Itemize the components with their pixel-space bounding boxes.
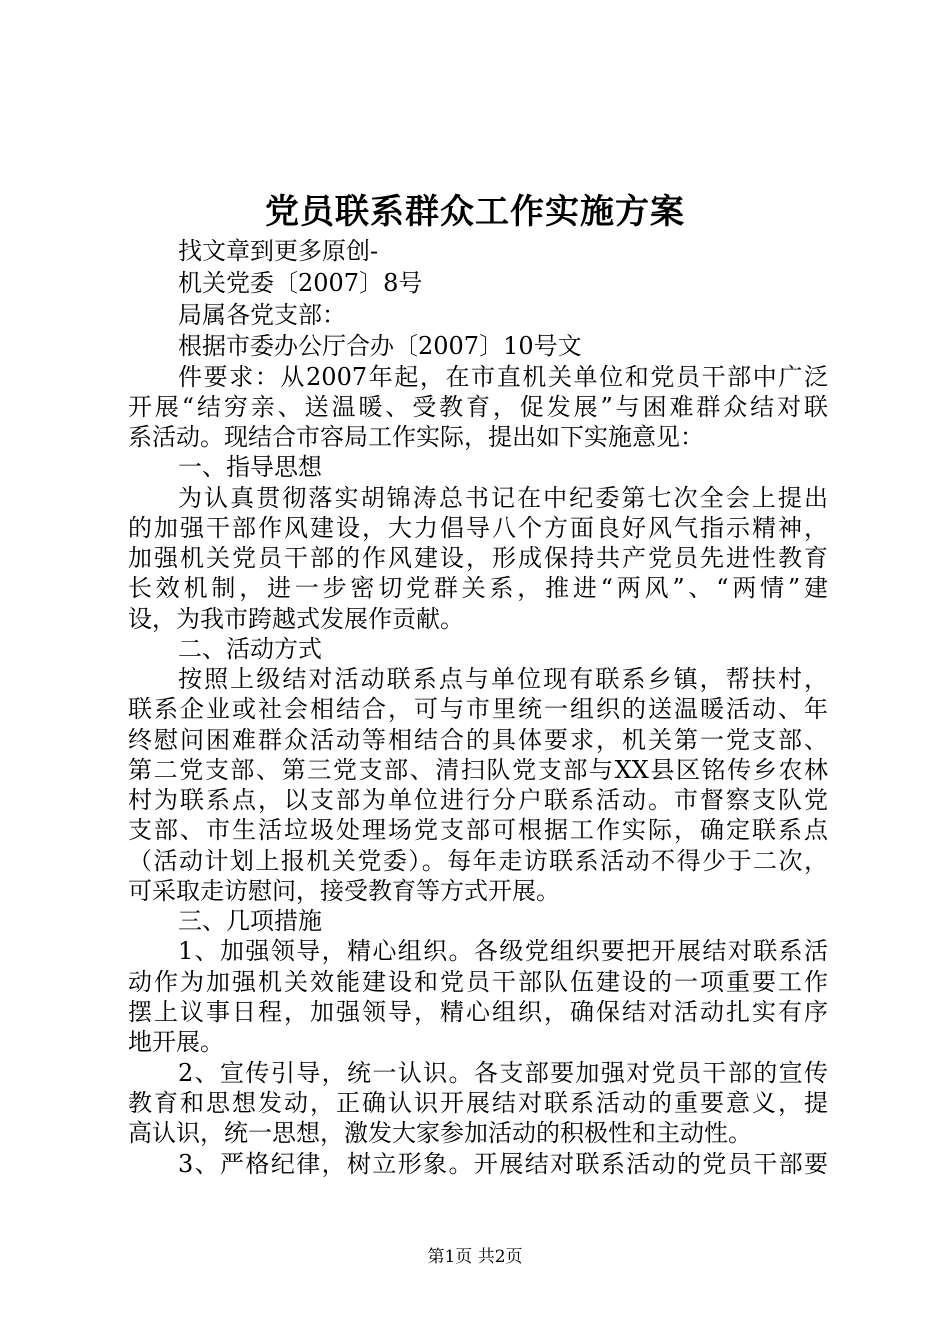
- body-line: 件要求：从2007年起，在市直机关单位和党员干部中广泛: [178, 363, 828, 391]
- body-line: 加强机关党员干部的作风建设，形成保持共产党员先进性教育: [128, 544, 828, 572]
- body-line: 支部、市生活垃圾处理场党支部可根据工作实际，确定联系点: [128, 816, 828, 844]
- body-line: 摆上议事日程，加强领导，精心组织，确保结对活动扎实有序: [128, 998, 828, 1026]
- body-line: 地开展。: [128, 1028, 224, 1056]
- body-line: 长效机制，进一步密切党群关系，推进“两风”、“两情”建: [128, 574, 828, 602]
- section-heading: 三、几项措施: [178, 907, 322, 935]
- body-line: 可采取走访慰问，接受教育等方式开展。: [128, 877, 560, 905]
- header-line: 找文章到更多原创-: [178, 237, 379, 265]
- body-line: 开展“结穷亲、送温暖、受教育，促发展”与困难群众结对联: [128, 393, 828, 421]
- header-line: 根据市委办公厅合办〔2007〕10号文: [178, 332, 582, 360]
- body-line: 按照上级结对活动联系点与单位现有联系乡镇，帮扶村，: [178, 665, 828, 693]
- page-footer: 第1页 共2页: [427, 1247, 523, 1267]
- body-line: 为认真贯彻落实胡锦涛总书记在中纪委第七次全会上提出: [178, 484, 828, 512]
- body-line: 1、加强领导，精心组织。各级党组织要把开展结对联系活: [178, 937, 828, 965]
- body-line: 系活动。现结合市容局工作实际，提出如下实施意见：: [128, 423, 704, 451]
- body-line: 教育和思想发动，正确认识开展结对联系活动的重要意义，提: [128, 1089, 828, 1117]
- body-line: 第二党支部、第三党支部、清扫队党支部与XX县区铭传乡农林: [128, 756, 828, 784]
- header-line: 局属各党支部：: [178, 301, 346, 329]
- body-line: 的加强干部作风建设，大力倡导八个方面良好风气指示精神，: [128, 514, 828, 542]
- document-title: 党员联系群众工作实施方案: [265, 192, 685, 232]
- body-line: 设，为我市跨越式发展作贡献。: [128, 605, 464, 633]
- header-line: 机关党委〔2007〕8号: [178, 269, 423, 297]
- body-line: （活动计划上报机关党委）。每年走访联系活动不得少于二次，: [128, 847, 828, 875]
- body-line: 村为联系点，以支部为单位进行分户联系活动。市督察支队党: [128, 786, 828, 814]
- body-line: 联系企业或社会相结合，可与市里统一组织的送温暖活动、年: [128, 695, 828, 723]
- body-line: 动作为加强机关效能建设和党员干部队伍建设的一项重要工作: [128, 968, 828, 996]
- section-heading: 一、指导思想: [178, 453, 322, 481]
- body-line: 2、宣传引导，统一认识。各支部要加强对党员干部的宣传: [178, 1059, 828, 1087]
- section-heading: 二、活动方式: [178, 635, 322, 663]
- body-line: 终慰问困难群众活动等相结合的具体要求，机关第一党支部、: [128, 726, 828, 754]
- body-line: 3、严格纪律，树立形象。开展结对联系活动的党员干部要: [178, 1150, 828, 1178]
- body-line: 高认识，统一思想，激发大家参加活动的积极性和主动性。: [128, 1119, 752, 1147]
